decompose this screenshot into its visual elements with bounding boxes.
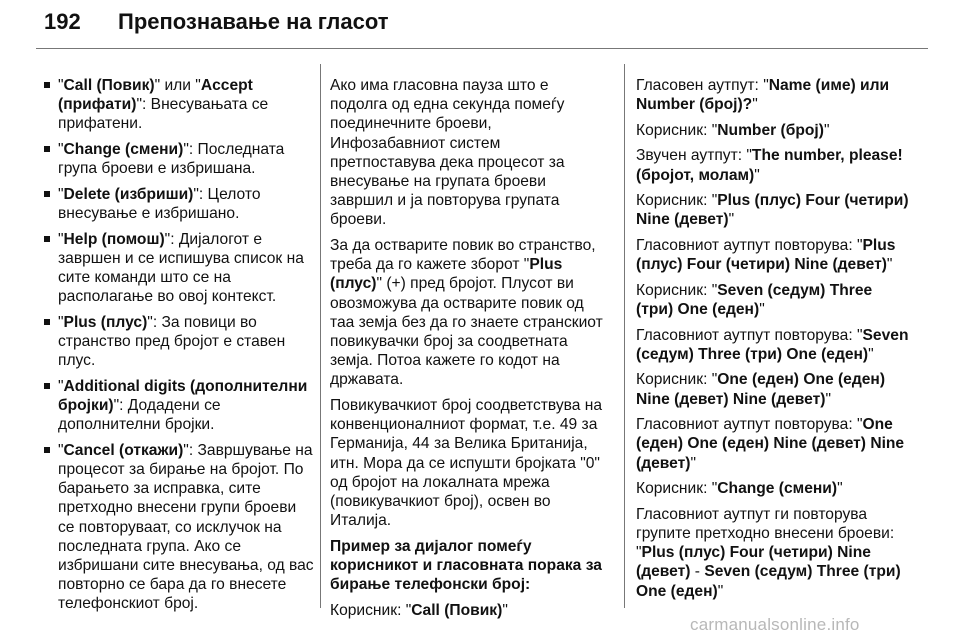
bullet-icon [44, 236, 50, 242]
dialog-command: One (еден) One (еден) Nine (девет) Nine (девет) [636, 371, 886, 408]
list-item-call-accept [44, 76, 314, 134]
dialog-line [636, 236, 912, 274]
quote-close: " [837, 480, 843, 498]
dialog-line [636, 281, 912, 319]
item-description: ": За повици во странство пред бројот е ставен плус. [58, 313, 286, 370]
speaker-label: Корисник: " [636, 480, 718, 498]
speaker-label: Гласовен аутпут: " [636, 77, 769, 94]
dialog-command: Call (Повик) [411, 601, 503, 619]
paragraph-international [330, 236, 606, 390]
bullet-icon [44, 191, 50, 197]
quote-close: " [728, 211, 735, 229]
header-rule [36, 48, 928, 49]
list-item-change [44, 140, 314, 178]
quote-close: " [690, 454, 696, 472]
list-item-plus [44, 313, 314, 371]
quote-close: " [825, 390, 832, 408]
command-accept: Accept (прифати) [58, 77, 253, 114]
dialog-command: One (еден) One (еден) Nine (девет) Nine (девет) [636, 416, 905, 472]
list-item-delete [44, 185, 314, 223]
command-delete: Delete (избриши) [63, 185, 194, 203]
speaker-label: Гласовниот аутпут повторува: " [636, 236, 863, 254]
quote-close: " [754, 166, 760, 184]
quote-open: " [58, 141, 64, 158]
dialog-command: Plus (плус) Four (четири) Nine (девет) [636, 544, 871, 581]
quote-close: " [886, 256, 893, 274]
quote-open: " [58, 230, 64, 248]
paragraph-country-code: Повикувачкиот број соодветствува на конвенционалниот формат, т.е. 49 за Германија, 44 за Велика Британија, итн. Мора да се испушти бројката "0" од бројот на локалната мрежа (повикувачкиот број), освен во Италија. [330, 397, 603, 530]
page-header [0, 0, 960, 62]
text-span: За да остварите повик во странство, треба да го кажете зборот " [330, 237, 596, 274]
page-title: Препознавање на гласот [118, 9, 389, 34]
command-plus: Plus (плус) [63, 313, 148, 331]
dialog-command: Number (број) [717, 121, 824, 139]
dialog-line [636, 121, 912, 140]
bullet-icon [44, 319, 50, 325]
quote-close: " [823, 121, 830, 139]
bullet-icon [44, 146, 50, 152]
dialog-command: Plus (плус) Four (четири) Nine (девет) [636, 236, 896, 274]
bullet-icon [44, 383, 50, 389]
quote-close: " [502, 601, 508, 619]
dialog-command: Seven (седум) Three (три) One (еден) [636, 326, 909, 363]
bullet-icon [44, 447, 50, 453]
dialog-command: Seven (седум) Three (три) One (еден) [636, 281, 873, 318]
text-span: " (+) пред бројот. Плусот ви овозможува да остварите повик од таа земја без да го знаете странскиот повикувачки број за соодветната земја. Потоа кажете го кодот на државата. [330, 275, 603, 389]
column-divider-2 [624, 64, 625, 608]
speaker-label: Гласовниот аутпут повторува: " [636, 326, 863, 344]
speaker-label: Гласовниот аутпут ги повторува групите претходно внесени броеви: " [636, 505, 895, 562]
paragraph-pause: Ако има гласовна пауза што е подолга од една секунда помеѓу поединечните броеви, Инфозабавниот систем претпоставува дека процесот за внесување на групата броеви завршил и ја повторува групата броеви. [330, 77, 565, 229]
speaker-label: Корисник: " [636, 371, 718, 389]
command-call: Call (Повик) [63, 77, 155, 94]
dialog-line [636, 479, 912, 498]
list-item-additional-digits [44, 377, 314, 435]
column-3 [636, 76, 912, 607]
dialog-line [636, 326, 912, 364]
quote-close: " [752, 96, 758, 114]
dialog-line [636, 415, 912, 473]
speaker-label: Гласовниот аутпут повторува: " [636, 416, 863, 434]
dialog-line [636, 146, 912, 184]
dialog-line [636, 191, 912, 229]
item-description: ": Целото внесување е избришано. [58, 185, 261, 222]
quote-open: " [58, 185, 64, 203]
dialog-command: Seven (седум) Three (три) One (еден) [636, 563, 901, 600]
dialog-command: The number, please! (бројот, молам) [636, 147, 903, 184]
quote-open: " [58, 377, 64, 395]
page-number: 192 [44, 9, 81, 34]
command-list [44, 76, 314, 614]
command-plus-inline: Plus (плус) [330, 256, 563, 293]
column-1 [44, 76, 314, 620]
list-item-help [44, 230, 314, 307]
speaker-label: Корисник: " [330, 601, 412, 619]
column-2 [330, 76, 606, 626]
section-subheading: Пример за дијалог помеѓу корисникот и гласовната порака за бирање телефонски број: [330, 537, 602, 594]
watermark: carmanualsonline.info [690, 615, 860, 634]
dialog-command: Change (смени) [717, 480, 838, 498]
quote-open: " [58, 313, 64, 331]
item-description: ": Последната група броеви е избришана. [58, 141, 285, 178]
command-cancel: Cancel (откажи) [63, 441, 184, 459]
command-change: Change (смени) [63, 141, 184, 158]
quote-close: " [868, 345, 874, 363]
command-help: Help (помош) [63, 230, 165, 248]
dialog-command: Plus (плус) Four (четири) Nine (девет) [636, 192, 909, 229]
dialog-command: Name (име) или Number (број)? [636, 77, 890, 114]
quote-close: " [717, 582, 724, 600]
dialog-line [636, 76, 912, 114]
quote-open: " [58, 77, 64, 94]
text-or: " или " [154, 77, 201, 94]
dialog-line-final [636, 505, 912, 601]
speaker-label: Корисник: " [636, 121, 718, 139]
command-additional-digits: Additional digits (дополнителни бројки) [58, 377, 308, 414]
bullet-icon [44, 82, 50, 88]
quote-close: " [759, 300, 765, 318]
item-description: ": Дијалогот е завршен и се испишува список на сите команди што се на располагање во овој контекст. [58, 230, 304, 306]
item-description: ": Внесувањата се прифатени. [58, 96, 269, 133]
speaker-label: Корисник: " [636, 192, 718, 210]
quote-open: " [58, 441, 64, 459]
separator-dash: - [690, 563, 705, 581]
item-description: ": Завршување на процесот за бирање на бројот. По барањето за исправка, сите претходно внесени групи броеви се повторуваат, со исклучок на последната група. Ако се избришани сите внесувања, од вас повторно се бара да го внесете телефонскиот број. [58, 441, 314, 613]
speaker-label: Звучен аутпут: " [636, 147, 752, 165]
dialog-line [636, 370, 912, 408]
list-item-cancel [44, 441, 314, 614]
column-divider-1 [320, 64, 321, 608]
speaker-label: Корисник: " [636, 281, 718, 299]
dialog-line-user-call [330, 601, 606, 620]
item-description: ": Додадени се дополнителни бројки. [58, 397, 221, 434]
